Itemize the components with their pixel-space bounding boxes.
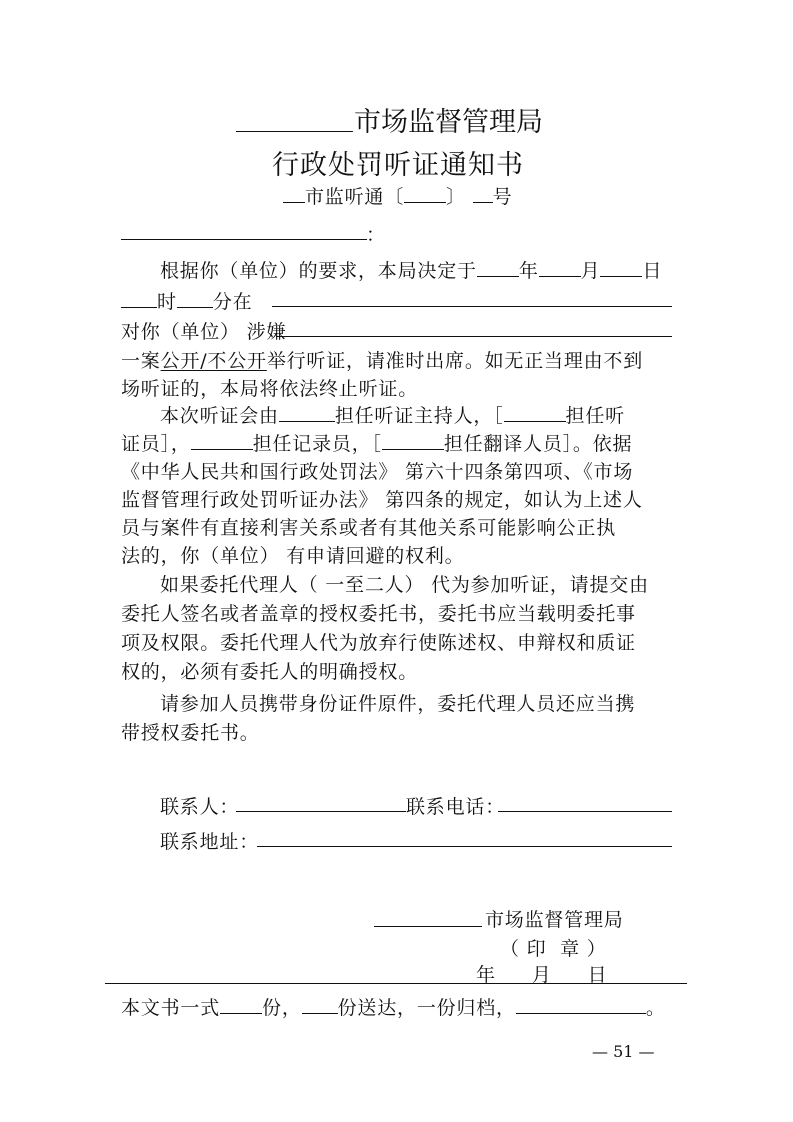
copies-other-blank[interactable]	[516, 995, 646, 1014]
p3-line2: 委托人签名或者盖章的授权委托书，委托书应当载明委托事	[121, 603, 636, 625]
doc-number-year-blank[interactable]	[404, 184, 446, 203]
p2-line4: 监督管理行政处罚听证办法》 第四条的规定，如认为上述人	[121, 489, 643, 511]
p3-line3: 项及权限。委托代理人代为放弃行使陈述权、申辩权和质证	[121, 632, 636, 654]
signature-org-blank[interactable]	[374, 926, 482, 927]
p1-line1: 根据你（单位）的要求，本局决定于 年 月 日	[160, 260, 663, 282]
hearing-hour-blank[interactable]	[121, 289, 157, 308]
suspected-violation-blank[interactable]	[276, 336, 672, 337]
contact-person-label: 联系人：	[160, 796, 240, 818]
hearing-officer-blank[interactable]	[504, 403, 566, 422]
p1-line5: 场听证的，本局将依法终止听证。	[121, 378, 419, 400]
p4-line2: 带授权委托书。	[121, 722, 260, 744]
contact-phone-blank[interactable]	[498, 811, 672, 812]
hearing-minute-blank[interactable]	[177, 289, 213, 308]
p2-line6: 法的，你（单位） 有申请回避的权利。	[121, 545, 465, 567]
copies-served-blank[interactable]	[302, 995, 338, 1014]
doc-title: 行政处罚听证通知书	[272, 150, 524, 181]
copies-total-blank[interactable]	[220, 995, 262, 1014]
p3-line1: 如果委托代理人（ 一至二人） 代为参加听证，请提交由	[160, 574, 649, 596]
page-number: — 51 —	[592, 1042, 655, 1061]
p2-line2: 证员］， 担任记录员，［ 担任翻译人员］。依据	[121, 433, 633, 455]
doc-number: 市监听通〔 〕 号	[283, 182, 512, 209]
recipient-blank[interactable]	[121, 239, 367, 240]
signature-date: 年 月 日	[476, 964, 608, 986]
p2-line3: 《中华人民共和国行政处罚法》 第六十四条第四项、《市场	[121, 461, 634, 483]
doc-number-prefix-blank[interactable]	[283, 184, 305, 203]
contact-address-blank[interactable]	[257, 846, 672, 847]
recipient-colon: ：	[366, 224, 386, 246]
signature-org-suffix: 市场监督管理局	[485, 909, 624, 931]
p1-line3: 对你（单位） 涉嫌	[121, 321, 287, 343]
public-option[interactable]: 公开/不公开	[160, 350, 267, 372]
p2-line5: 员与案件有直接利害关系或者有其他关系可能影响公正执	[121, 517, 617, 539]
p2-line1: 本次听证会由 担任听证主持人，［ 担任听	[160, 405, 625, 427]
footer-divider	[105, 983, 687, 984]
hearing-location-blank[interactable]	[272, 306, 672, 307]
contact-phone-label: 联系电话：	[406, 796, 506, 818]
p1-line2: 时 分在	[121, 287, 252, 314]
p3-line4: 权的，必须有委托人的明确授权。	[121, 661, 419, 683]
hearing-month-blank[interactable]	[539, 258, 581, 277]
seal-label: （ 印 章 ）	[500, 938, 607, 960]
hearing-year-blank[interactable]	[477, 258, 519, 277]
translator-blank[interactable]	[382, 431, 444, 450]
p1-line4: 一案公开/不公开举行听证，请准时出席。如无正当理由不到	[121, 350, 644, 372]
org-suffix: 市场监督管理局	[354, 107, 543, 138]
copies-line: 本文书一式 份， 份送达，一份归档， 。	[121, 997, 666, 1019]
contact-person-blank[interactable]	[236, 811, 406, 812]
org-name-blank[interactable]	[236, 131, 353, 132]
p4-line1: 请参加人员携带身份证件原件，委托代理人员还应当携	[160, 693, 636, 715]
contact-address-label: 联系地址：	[160, 831, 260, 853]
host-blank[interactable]	[279, 403, 335, 422]
doc-number-seq-blank[interactable]	[473, 184, 493, 203]
hearing-day-blank[interactable]	[600, 258, 642, 277]
recorder-blank[interactable]	[191, 431, 253, 450]
